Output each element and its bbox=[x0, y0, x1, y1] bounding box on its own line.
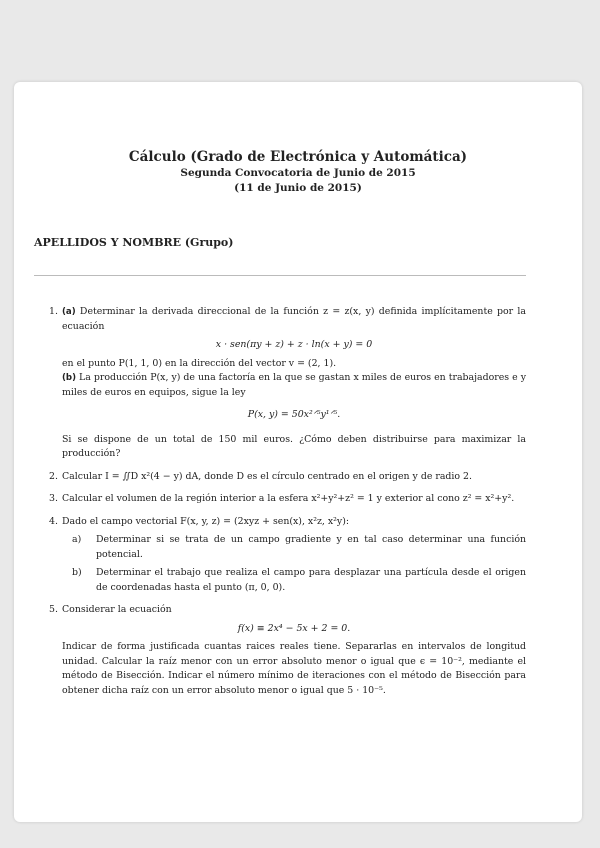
subpart-label: a) bbox=[72, 534, 82, 545]
problem-1 bbox=[34, 305, 526, 462]
problem-3 bbox=[34, 492, 526, 507]
name-line bbox=[34, 275, 526, 276]
problem-4 bbox=[34, 515, 526, 596]
equation: x · sen(πy + z) + z · ln(x + y) = 0 bbox=[215, 339, 373, 350]
subpart-label: b) bbox=[72, 567, 82, 578]
exam-date: (11 de Junio de 2015) bbox=[234, 182, 362, 194]
problem-4a bbox=[62, 533, 526, 562]
problems-list bbox=[34, 305, 526, 706]
exam-subtitle: Segunda Convocatoria de Junio de 2015 bbox=[180, 167, 416, 179]
problem-number: 5. bbox=[49, 604, 58, 615]
part-label: (b) bbox=[62, 373, 77, 383]
problem-1b-statement: La producción P(x, y) de una factoría en la que se gastan x miles de euros en trabajadores e y miles de euros en equipos, sigue la ley bbox=[62, 372, 526, 398]
problem-number: 1. bbox=[49, 306, 58, 317]
equation: P(x, y) = 50x²ᐟ⁵y¹ᐟ⁵. bbox=[247, 409, 341, 420]
problem-3-text: Calcular el volumen de la región interior a la esfera x²+y²+z² = 1 y exterior al cono z² = x²+y². bbox=[62, 493, 515, 504]
exam-page bbox=[14, 82, 582, 822]
name-field-label: APELLIDOS Y NOMBRE (Grupo) bbox=[34, 236, 234, 249]
title-block bbox=[14, 148, 582, 196]
problem-1a-after: en el punto P(1, 1, 0) en la dirección del vector v = (2, 1). bbox=[62, 357, 337, 369]
problem-5 bbox=[34, 603, 526, 698]
problem-1a-statement: Determinar la derivada direccional de la función z = z(x, y) definida implícitamente por la ecuación bbox=[62, 306, 526, 332]
problem-number: 3. bbox=[49, 493, 58, 504]
problem-4a-text: Determinar si se trata de un campo gradiente y en tal caso determinar una función potencial. bbox=[96, 534, 526, 560]
exam-title: Cálculo (Grado de Electrónica y Automática) bbox=[128, 149, 468, 165]
problem-4-text: Dado el campo vectorial F(x, y, z) = (2xyz + sen(x), x²z, x²y): bbox=[62, 515, 350, 527]
problem-1a-text bbox=[62, 305, 526, 334]
problem-4b bbox=[62, 566, 526, 595]
problem-1b-text bbox=[62, 371, 526, 400]
problem-number: 2. bbox=[49, 470, 58, 482]
problem-5-after: Indicar de forma justificada cuantas raices reales tiene. Separarlas en intervalos de longitud unidad. Calcular la raíz menor con un error absoluto menor o igual que ϵ = 10⁻², mediante el método de Bisección. Indicar el número mínimo de iteraciones con el método de Bisección para obtener dicha raíz con un error absoluto menor o igual que 5 · 10⁻⁵. bbox=[62, 641, 526, 696]
problem-2 bbox=[34, 470, 526, 485]
problem-5-text: Considerar la ecuación bbox=[62, 604, 172, 615]
problem-number: 4. bbox=[49, 515, 58, 527]
problem-2-text: Calcular I = ∬D x²(4 − y) dA, donde D es el círculo centrado en el origen y de radio 2. bbox=[62, 470, 472, 482]
part-label: (a) bbox=[62, 307, 76, 317]
problem-4b-text: Determinar el trabajo que realiza el campo para desplazar una partícula desde el origen de coordenadas hasta el punto (π, 0, 0). bbox=[96, 567, 526, 593]
equation: f(x) ≡ 2x⁴ − 5x + 2 = 0. bbox=[237, 622, 351, 634]
problem-1b-after: Si se dispone de un total de 150 mil euros. ¿Cómo deben distribuirse para maximizar la producción? bbox=[62, 433, 526, 459]
